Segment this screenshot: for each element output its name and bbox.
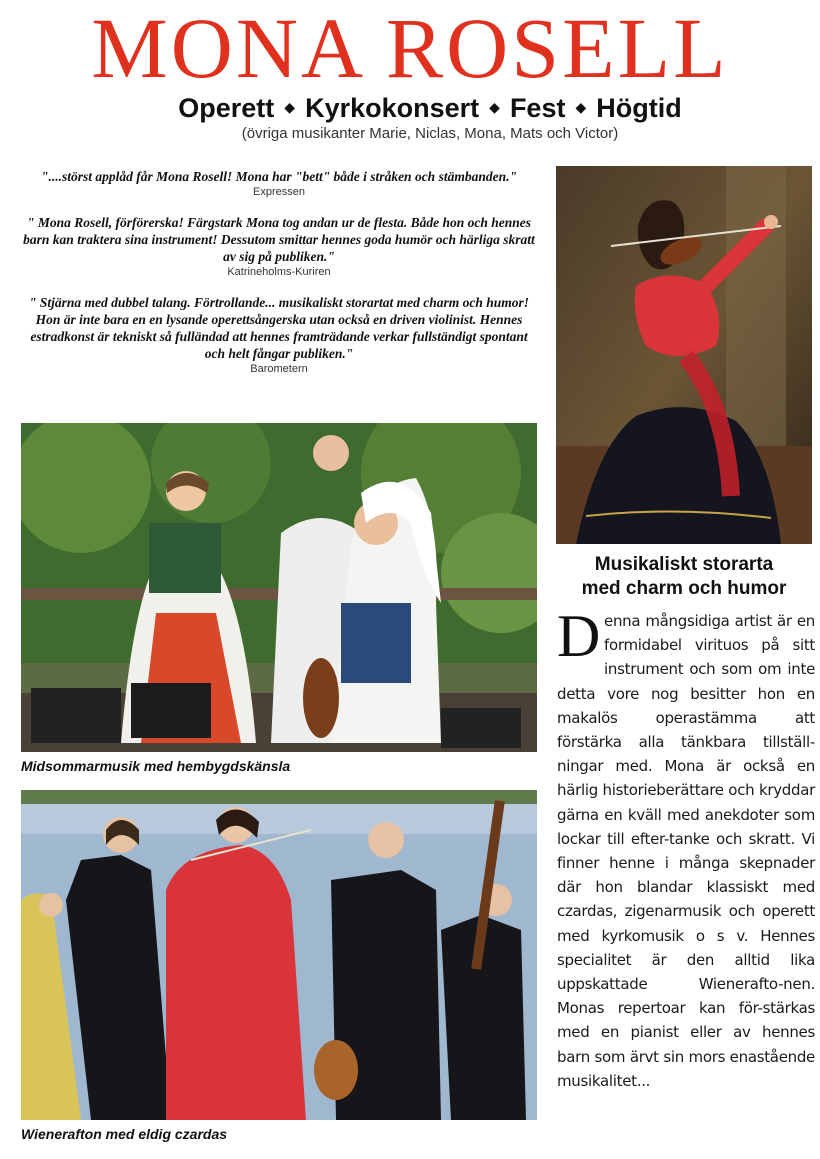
article-heading-line: med charm och humor [581,578,787,599]
diamond-separator-icon: ◆ [575,98,587,115]
quote-source: Barometern [250,363,308,375]
violinist-photo [556,166,812,544]
quote-source: Katrineholms-Kuriren [227,266,331,278]
event-type-operett: Operett [178,93,275,123]
quote-text: "....störst applåd får Mona Rosell! Mona har "bett" både i stråken och stämbanden." [41,169,517,184]
quote-text: " Stjärna med dubbel talang. Förtrollande... musikaliskt storartat med charm och humor! Hon är inte bara en en lysande operettsångerska utan också en driven violinist. Hennes estradkonst är tekniskt så fulländad att hennes framträdande verkar fullständigt spontant och helt fångar publiken." [29,295,529,361]
diamond-separator-icon: ◆ [284,98,296,115]
quote-text: " Mona Rosell, förförerska! Färgstark Mona tog andan ur de flesta. Både hon och hennes barn kan traktera sina instrument! Dessutom smittar hennes goda humör och härliga skratt av sig på publiken." [23,215,535,264]
diamond-separator-icon: ◆ [489,98,500,115]
quote-barometern [20,294,538,377]
photo-caption-midsommar: Midsommarmusik med hembygdskänsla [21,758,291,774]
article-heading-line: Musikaliskt storarta [594,554,774,575]
photo-caption-wienerafton: Wienerafton med eldig czardas [21,1126,228,1142]
page-title: MONA ROSELL [91,0,729,96]
article-body [557,603,815,1093]
quote-source: Expressen [253,186,305,198]
event-type-fest: Fest [509,93,566,123]
midsommar-photo [21,423,537,752]
event-type-kyrkokonsert: Kyrkokonsert [305,93,480,123]
event-type-hogtid: Högtid [596,93,682,123]
article-text: enna mångsidiga artist är en formidabel virituos på sitt instrument och som om inte detta vore nog besitter hon en makalös operastämma att förstärka alla tänkbara tillställ-ningar med. Mona är också en härlig historieberättare och kryddar gärna en kväll med anekdoter som lockar till efter-tanke och skratt. Vi finner henne i många skepnader där hon blandar klassiskt med czardas, zigenarmusik och operett med kyrkomusik o s v. Hennes specialitet är den alltid lika uppskattade Wienerafto-nen. Monas repertoar kan för-stärkas med en pianist eller av hennes barn som ärvt sin mors enastående musikalitet... [557,612,815,1090]
quote-expressen [20,168,538,200]
press-quotes [20,168,538,391]
drop-cap: D [557,603,601,669]
event-types [100,90,760,128]
article-heading [552,553,816,601]
quote-katrineholms-kuriren [20,214,538,280]
wienerafton-photo [21,790,537,1120]
musicians-note: (övriga musikanter Marie, Niclas, Mona, Mats och Victor) [241,125,619,142]
